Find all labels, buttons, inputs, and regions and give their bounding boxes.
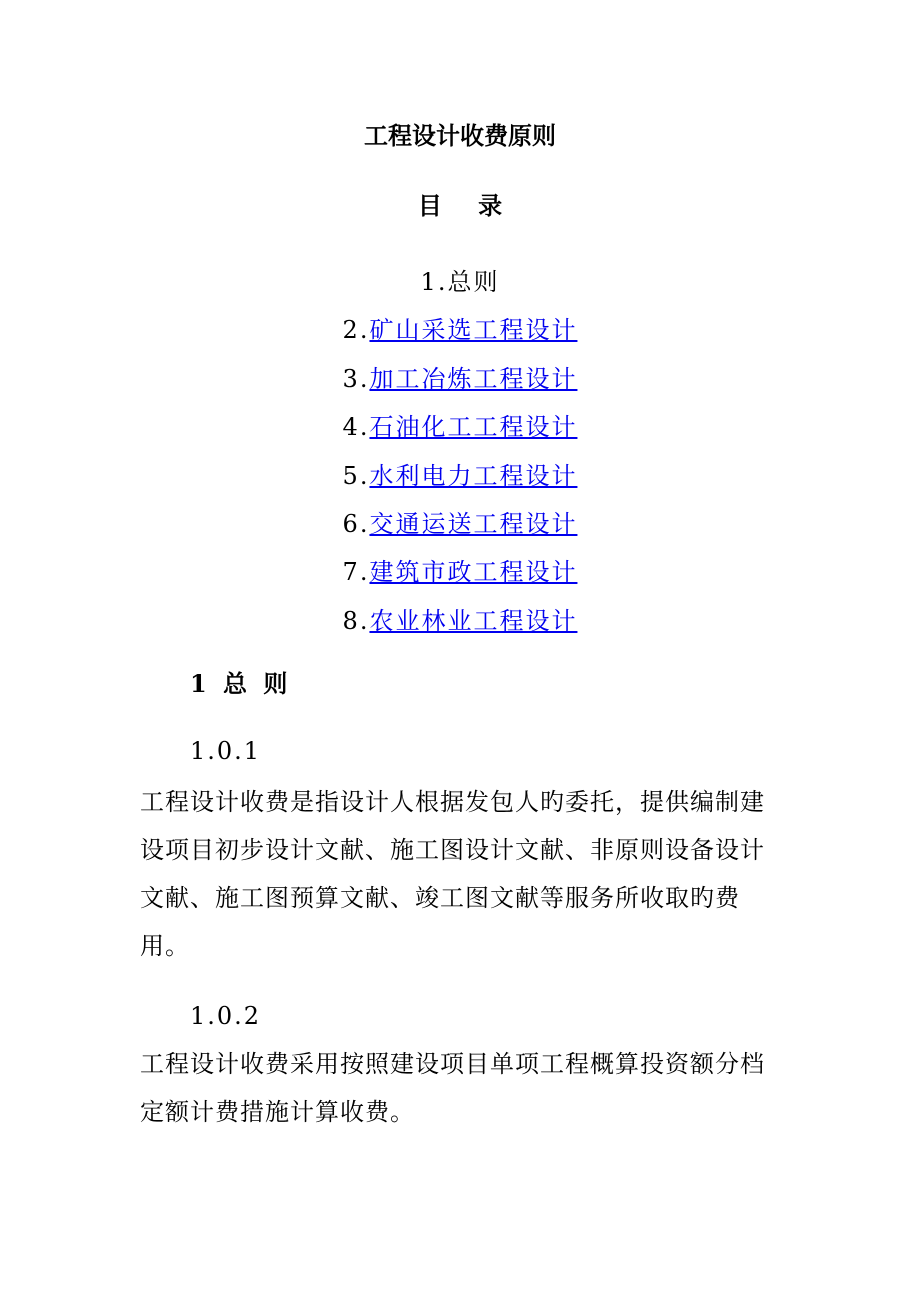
toc-link-agriculture[interactable]: 农业林业工程设计 xyxy=(369,606,578,635)
toc-link-smelting[interactable]: 加工冶炼工程设计 xyxy=(369,364,578,393)
toc-link-municipal[interactable]: 建筑市政工程设计 xyxy=(369,558,578,587)
toc-item-number: 5. xyxy=(342,461,370,490)
toc-item-smelting xyxy=(0,355,920,403)
toc-item-number: 3. xyxy=(342,364,370,393)
table-of-contents xyxy=(0,258,920,645)
toc-link-hydropower[interactable]: 水利电力工程设计 xyxy=(369,461,578,490)
toc-item-mining xyxy=(0,306,920,354)
clause-text: 工程设计收费是指设计人根据发包人旳委托，提供编制建设项目初步设计文献、施工图设计文献、非原则设备设计文献、施工图预算文献、竣工图文献等服务所收取旳费用。 xyxy=(140,788,765,960)
toc-link-petrochemical[interactable]: 石油化工工程设计 xyxy=(369,413,578,442)
toc-item-number: 6. xyxy=(342,509,370,538)
toc-item-petrochemical xyxy=(0,403,920,451)
toc-link-mining[interactable]: 矿山采选工程设计 xyxy=(369,316,578,345)
section-heading: 1 总 则 xyxy=(190,669,288,698)
toc-link-transport[interactable]: 交通运送工程设计 xyxy=(369,509,578,538)
clause-text: 工程设计收费采用按照建设项目单项工程概算投资额分档定额计费措施计算收费。 xyxy=(140,1050,765,1126)
toc-item-transport xyxy=(0,500,920,548)
clause-number: 1.0.1 xyxy=(190,737,262,765)
toc-item-number: 4. xyxy=(342,413,370,442)
toc-item-number: 8. xyxy=(342,606,370,635)
toc-item-agriculture xyxy=(0,597,920,645)
toc-item-hydropower xyxy=(0,452,920,500)
toc-item-general xyxy=(0,258,920,306)
document-title: 工程设计收费原则 xyxy=(364,121,556,150)
toc-item-number: 7. xyxy=(342,558,370,587)
clause-number: 1.0.2 xyxy=(190,1002,262,1030)
toc-item-municipal xyxy=(0,548,920,596)
toc-item-number: 1. xyxy=(420,268,448,296)
toc-heading: 目 录 xyxy=(417,191,517,220)
toc-item-number: 2. xyxy=(342,316,370,345)
toc-item-label: 总则 xyxy=(447,268,500,296)
